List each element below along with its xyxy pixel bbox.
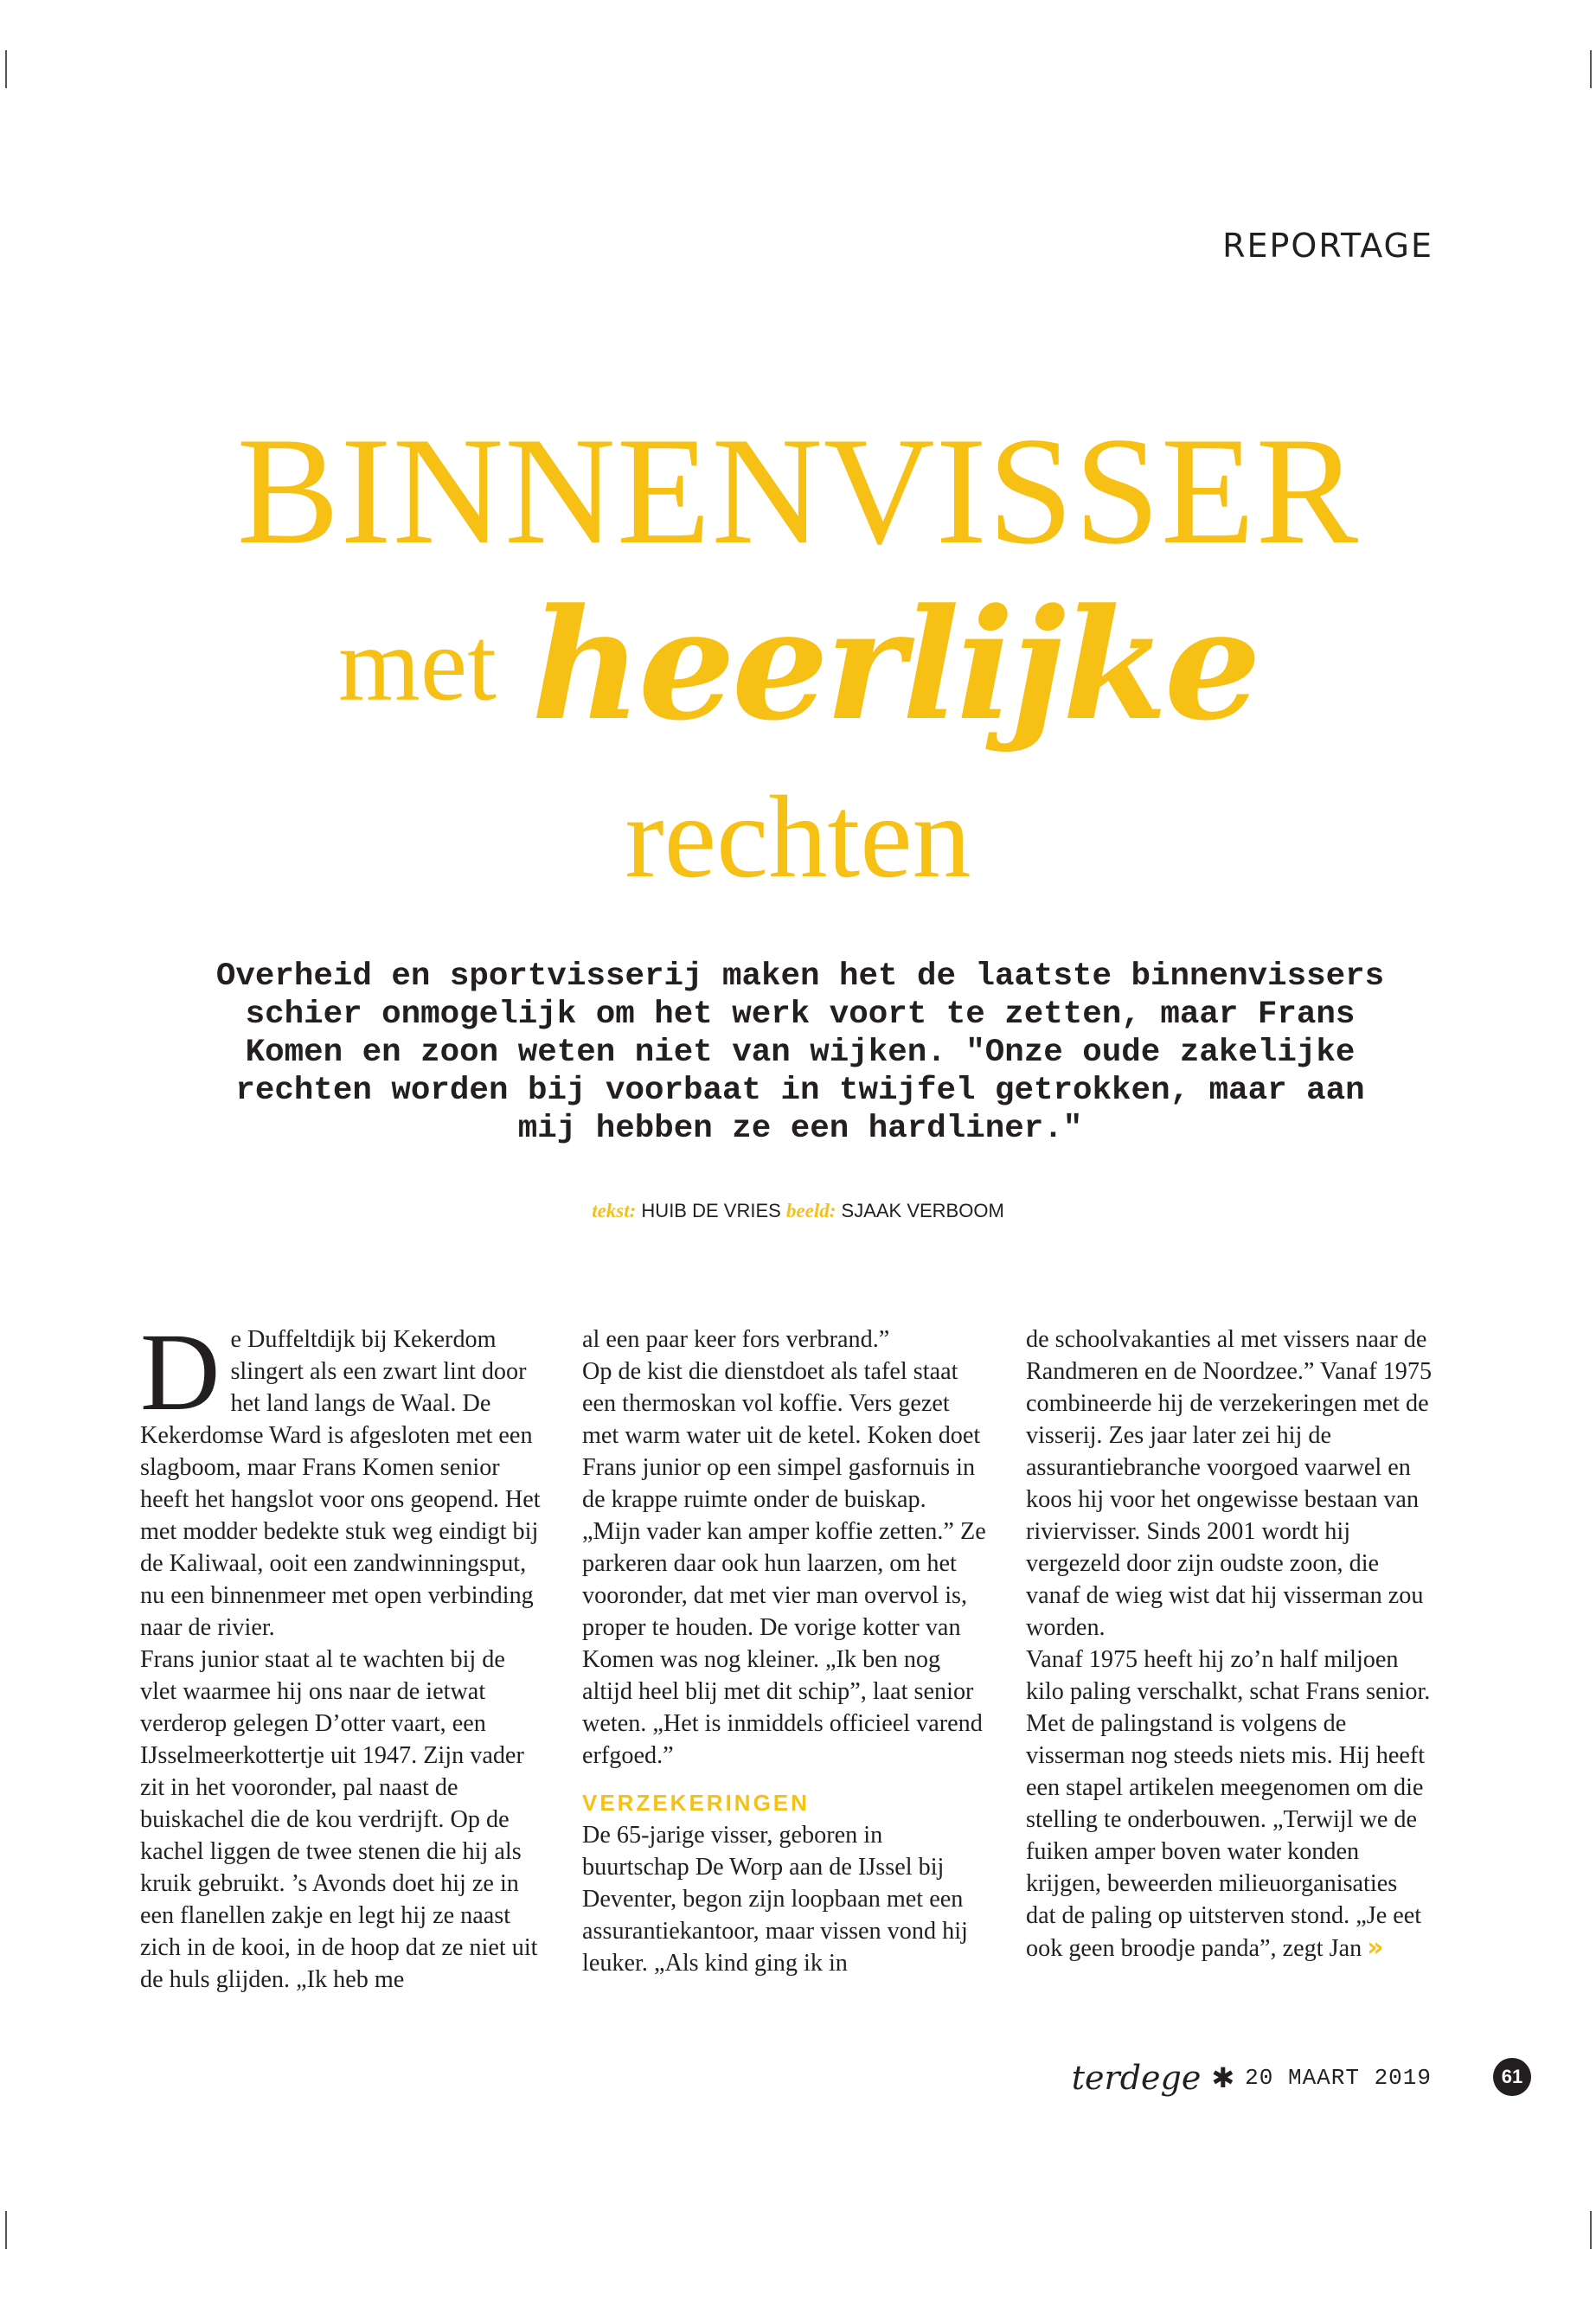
intro-lead: Overheid en sportvisserij maken het de laatste binnenvissers schier onmogelijk om het werk voort te zetten, maar Frans Komen en zoon weten niet van wijken. "Onze oude zakelijke rechten worden bij voorbaat in twijfel getrokken, maar aan mij hebben ze een hardliner." xyxy=(215,958,1385,1147)
page-number: 61 xyxy=(1493,2058,1531,2096)
headline-script-word: heerlijke xyxy=(530,575,1258,754)
byline-author: HUIB DE VRIES xyxy=(641,1200,781,1221)
byline-image-label: beeld: xyxy=(785,1200,836,1221)
article-column-3 xyxy=(1026,1324,1433,1965)
continue-arrow-icon: » xyxy=(1367,1932,1384,1963)
crop-mark xyxy=(5,50,7,88)
magazine-logo: terdege xyxy=(1071,2059,1202,2097)
headline-word-met: met xyxy=(338,606,497,723)
paragraph: al een paar keer fors verbrand.” xyxy=(582,1326,890,1353)
section-label: REPORTAGE xyxy=(1222,227,1433,265)
paragraph: de schoolvakanties al met vissers naar de Randmeren en de Noordzee.” Vanaf 1975 combineerde hij de verzekeringen met de visserij. Zes jaar later zei hij de assurantiebranche voorgoed vaarwel en koos hij voor het ongewisse bestaan van riviervisser. Sinds 2001 wordt hij vergezeld door zijn oudste zoon, die vanaf de wieg wist dat hij visserman zou worden. xyxy=(1026,1326,1433,1641)
headline-line-3: rechten xyxy=(625,772,971,902)
paragraph: Op de kist die dienstdoet als tafel staat een thermoskan vol koffie. Vers gezet met warm water uit de ketel. Koken doet Frans junior op een simpel gasfornuis in de krappe ruimte onder de buiskap. „Mijn vader kan amper koffie zetten.” Ze parkeren daar ook hun laarzen, om het vooronder, dat met vier man overvol is, proper te houden. De vorige kotter van Komen was nog kleiner. „Ik ben nog altijd heel blij met dit schip”, laat senior weten. „Het is inmiddels officieel varend erfgoed.” xyxy=(582,1358,986,1769)
paragraph: e Duffeltdijk bij Kekerdom slingert als een zwart lint door het land langs de Waal. De Kekerdomse Ward is afgesloten met een slagboom, maar Frans Komen senior heeft het hangslot voor ons geopend. Het met modder bedekte stuk weg eindigt bij de Kaliwaal, ooit een zandwinningsput, nu een binnenmeer met open verbinding naar de rivier. xyxy=(140,1326,541,1641)
byline xyxy=(0,1200,1596,1222)
separator-icon: ✱ xyxy=(1211,2061,1235,2094)
paragraph-text: Vanaf 1975 heeft hij zo’n half miljoen kilo paling verschalkt, schat Frans senior. Met de palingstand is volgens de visserman nog steeds niets mis. Hij heeft een stapel artikelen meegenomen om die stelling te onderbouwen. „Terwijl we de fuiken amper boven water konden krijgen, beweerden milieuorganisaties dat de paling op uitsterven stond. „Je eet ook geen broodje panda”, zegt Jan xyxy=(1026,1646,1431,1962)
crop-mark xyxy=(1590,50,1592,88)
crop-mark xyxy=(5,2211,7,2249)
article-column-2 xyxy=(582,1324,989,1979)
issue-date: 20 MAART 2019 xyxy=(1245,2065,1432,2091)
paragraph xyxy=(1026,1644,1433,1965)
byline-photographer: SJAAK VERBOOM xyxy=(841,1200,1004,1221)
subheading: VERZEKERINGEN xyxy=(582,1790,810,1816)
page-footer xyxy=(1072,2059,1432,2097)
paragraph: Frans junior staat al te wachten bij de vlet waarmee hij ons naar de ietwat verderop gelegen D’otter vaart, een IJsselmeerkottertje uit 1947. Zijn vader zit in het vooronder, pal naast de buiskachel die de kou verdrijft. Op de kachel liggen de twee stenen die hij als kruik gebruikt. ’s Avonds doet hij ze in een flanellen zakje en legt hij ze naast zich in de kooi, in de hoop dat ze niet uit de huls glijden. „Ik heb me xyxy=(140,1646,538,1993)
headline-line-1: BINNENVISSER xyxy=(236,405,1360,576)
drop-cap: D xyxy=(140,1311,221,1433)
paragraph: De 65-jarige visser, geboren in buurtschap De Worp aan de IJssel bij Deventer, begon zijn loopbaan met een assurantiekantoor, maar vissen vond hij leuker. „Als kind ging ik in xyxy=(582,1822,968,1977)
article-column-1 xyxy=(140,1311,547,1996)
byline-text-label: tekst: xyxy=(592,1200,637,1221)
headline-line-2 xyxy=(0,575,1596,754)
crop-mark xyxy=(1590,2211,1592,2249)
